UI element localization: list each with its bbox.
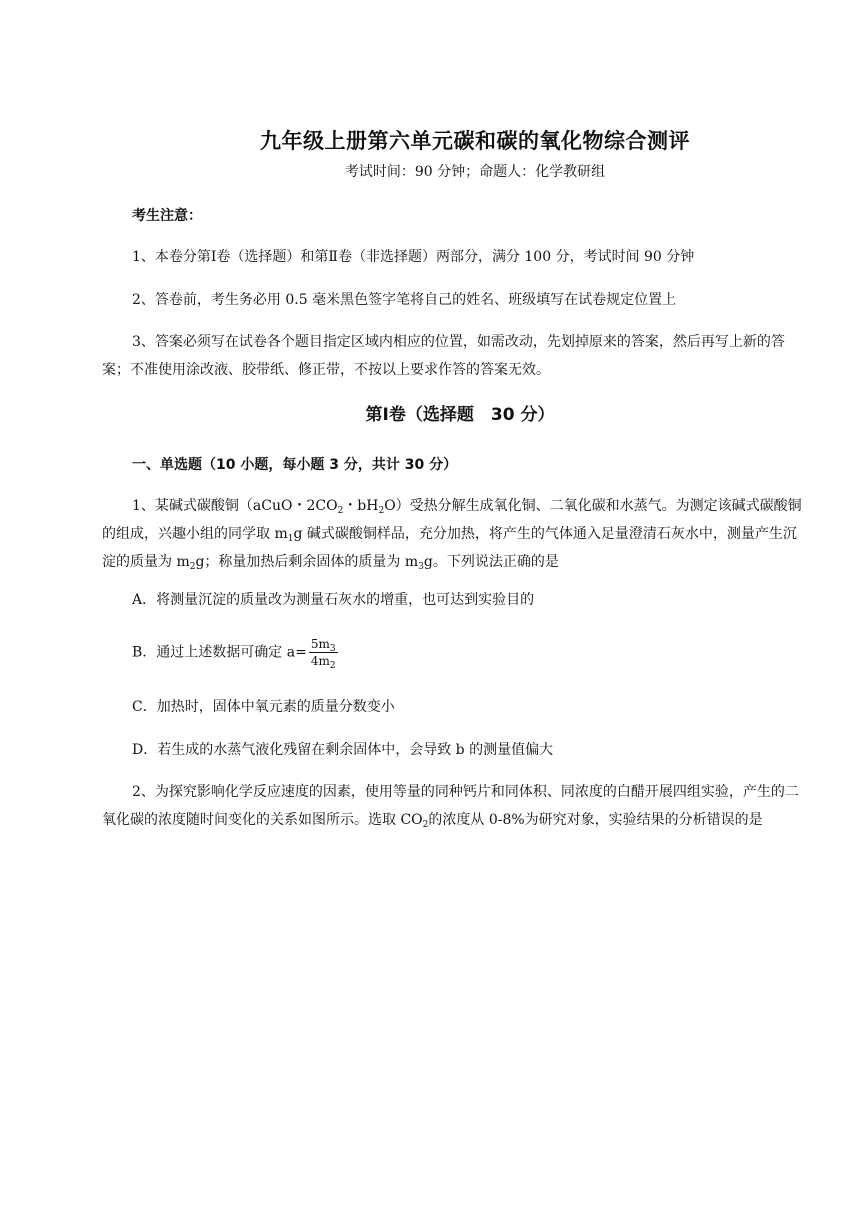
q1-option-c: C．加热时，固体中氧元素的质量分数变小 <box>132 699 395 715</box>
page-subtitle: 考试时间：90 分钟；命题人：化学教研组 <box>344 164 606 180</box>
q2-text-2: 的浓度从 0-8%为研究对象，实验结果的分析错误的是 <box>428 812 763 828</box>
q2-text-1: 2、为探究影响化学反应速度的因素，使用等量的同种钙片和同体积、同浓度的白醋开展四组实验，产生的二氧化碳的浓度随时间变化的关系如图所示。选取 CO <box>102 784 799 828</box>
question-1-stem <box>102 492 802 576</box>
q1-sub-1: 2 <box>337 506 344 516</box>
note-item-3-text: 3、答案必须写在试卷各个题目指定区域内相应的位置，如需改动，先划掉原来的答案，然后再写上新的答案；不准使用涂改液、胶带纸、修正带，不按以上要求作答的答案无效。 <box>102 334 785 378</box>
q2-sub-1: 2 <box>422 820 429 830</box>
note-item-2: 2、答卷前，考生务必用 0.5 毫米黑色签字笔将自己的姓名、班级填写在试卷规定位置上 <box>132 292 677 308</box>
q1-option-a: A．将测量沉淀的质量改为测量石灰水的增重，也可达到实验目的 <box>132 592 535 608</box>
question-2-stem <box>102 778 802 834</box>
q1-option-b <box>132 636 338 669</box>
q1-sub-5: 3 <box>418 562 424 572</box>
notes-heading: 考生注意： <box>132 208 202 224</box>
q1-text-6: g。下列说法正确的是 <box>423 554 559 570</box>
fraction-numerator: $5m_3$ <box>310 637 336 654</box>
q1-text-1: 1、某碱式碳酸铜（aCuO・2CO <box>132 498 338 514</box>
fraction-denominator: $4m_2$ <box>310 654 336 671</box>
q1-sub-4: 2 <box>189 562 196 572</box>
page-title: 九年级上册第六单元碳和碳的氧化物综合测评 <box>260 129 690 153</box>
q1-text-2: ・bH <box>343 498 379 514</box>
part-heading: 一、单选题（10 小题，每小题 3 分，共计 30 分） <box>132 457 458 473</box>
q1-text-3: O）受热分解生成氧化铜、二氧化碳和水蒸气。为测定该碱式碳酸铜的组成，兴趣小组的同学取 m <box>102 498 802 542</box>
q1-sub-2: 2 <box>378 506 385 516</box>
note-item-1: 1、本卷分第Ⅰ卷（选择题）和第Ⅱ卷（非选择题）两部分，满分 100 分，考试时间 90 分钟 <box>132 249 695 265</box>
q1-text-4: g 碱式碳酸铜样品，充分加热，将产生的气体通入足量澄清石灰水中，测量产生沉淀的质量为 m <box>102 526 797 570</box>
section-title: 第Ⅰ卷（选择题 30 分） <box>365 405 555 425</box>
q1-option-b-text: B．通过上述数据可确定 a= <box>132 644 307 661</box>
q1-sub-3: 1 <box>287 534 294 544</box>
note-item-3 <box>102 328 802 384</box>
q1-text-5: g；称量加热后剩余固体的质量为 m <box>195 554 419 570</box>
q1-option-d: D．若生成的水蒸气液化残留在剩余固体中，会导致 b 的测量值偏大 <box>132 742 554 758</box>
fraction <box>309 636 338 669</box>
